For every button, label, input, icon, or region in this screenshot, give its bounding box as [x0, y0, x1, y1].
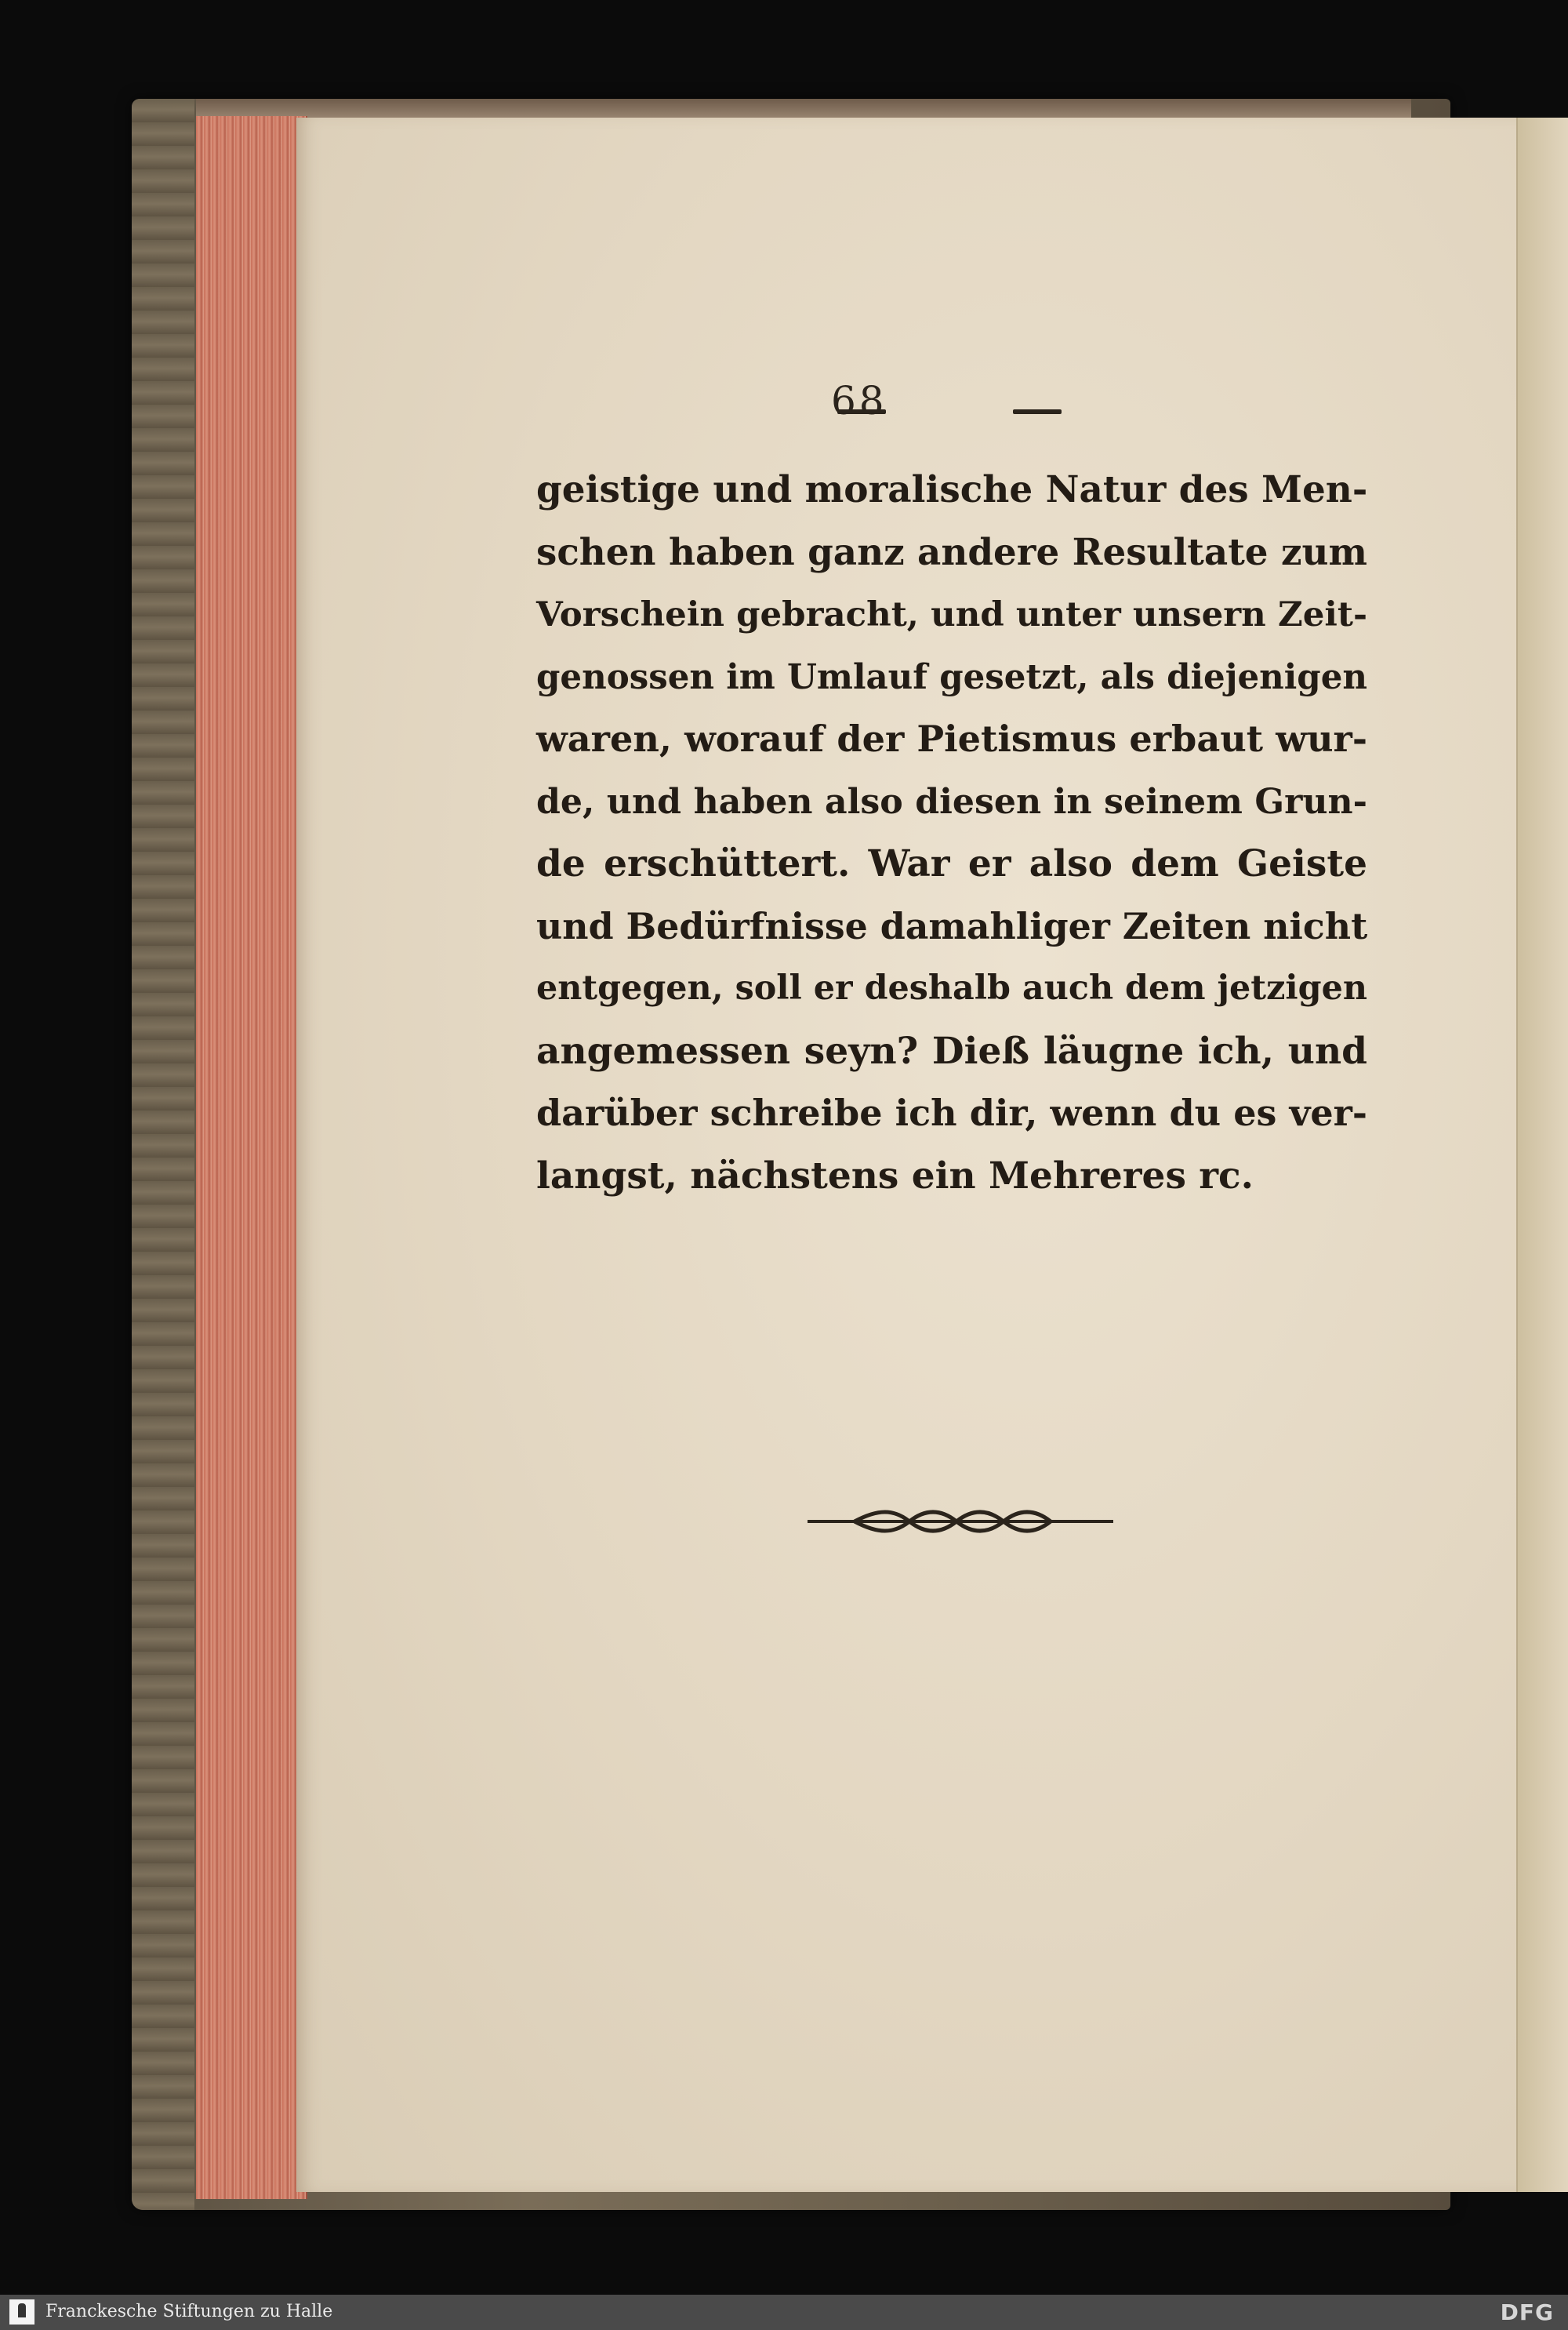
page-number: 68	[831, 378, 887, 423]
page-edges	[196, 116, 307, 2199]
facing-page-edge	[1516, 118, 1568, 2192]
page-number-dash-right	[1013, 409, 1062, 414]
text-line: angemessen seyn? Dieß läugne ich, und	[536, 1029, 1367, 1073]
ornament-divider	[808, 1506, 1113, 1537]
text-line: entgegen, soll er deshalb auch dem jetzigen	[536, 969, 1367, 1008]
footer-dfg-label: DFG	[1500, 2299, 1554, 2325]
footer-bar	[0, 2295, 1568, 2330]
text-line: de erschüttert. War er also dem Geiste	[536, 842, 1367, 885]
text-line: und Bedürfnisse damahliger Zeiten nicht	[536, 904, 1368, 947]
text-line: geistige und moralische Natur des Men-	[536, 468, 1368, 511]
text-line: waren, worauf der Pietismus erbaut wur-	[536, 718, 1367, 760]
text-line: darüber schreibe ich dir, wenn du es ver-	[536, 1092, 1367, 1134]
text-line: schen haben ganz andere Resultate zum	[536, 530, 1367, 574]
book-top-board	[196, 99, 1411, 119]
text-line: langst, nächstens ein Mehreres rc.	[536, 1154, 1254, 1198]
footer-institution-name: Franckesche Stiftungen zu Halle	[45, 2302, 333, 2321]
text-line: de, und haben also diesen in seinem Grun-	[536, 780, 1367, 822]
institution-logo-icon	[9, 2299, 34, 2325]
page-text	[536, 459, 1367, 1207]
text-line: genossen im Umlauf gesetzt, als diejenigen	[536, 656, 1367, 697]
text-line: Vorschein gebracht, und unter unsern Zeit-	[536, 594, 1367, 634]
